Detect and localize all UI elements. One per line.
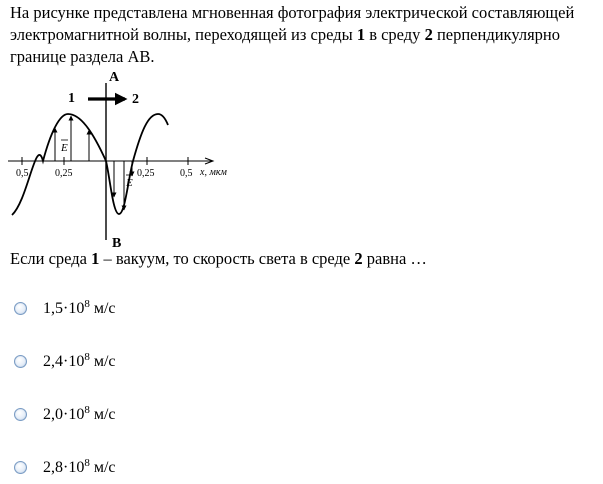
sub-pre: Если среда <box>10 249 92 268</box>
tick-left-025: 0,25 <box>55 168 73 179</box>
label-medium-1: 1 <box>68 91 75 106</box>
sub-mid: – вакуум, то скорость света в среде <box>99 249 355 268</box>
label-b: В <box>112 236 122 250</box>
answer-option-1[interactable] <box>14 297 116 319</box>
tick-right-05: 0,5 <box>180 168 193 179</box>
radio-button[interactable] <box>14 302 27 315</box>
radio-button[interactable] <box>14 461 27 474</box>
vector-label-2: E <box>126 177 133 189</box>
label-medium-2: 2 <box>132 92 139 107</box>
wave-figure <box>0 70 260 250</box>
answer-option-2[interactable] <box>14 350 116 372</box>
medium-2-label: 2 <box>424 25 433 44</box>
answer-option-3[interactable] <box>14 403 116 425</box>
wave-diagram <box>0 70 260 250</box>
label-a: А <box>109 70 120 85</box>
vector-label-1: E <box>61 142 68 154</box>
question-outro: перпендикулярно границе раздела АВ. <box>10 25 561 66</box>
option-label: $2,8\cdot 10^8$ м/с <box>43 457 116 476</box>
option-label: $2,0\cdot 10^8$ м/с <box>43 404 116 423</box>
sub-question-text <box>10 248 595 270</box>
wave-medium-1 <box>12 114 106 215</box>
question-text <box>10 2 595 68</box>
question-mid: в среду <box>365 25 425 44</box>
option-label: $2,4\cdot 10^8$ м/с <box>43 351 116 370</box>
radio-button[interactable] <box>14 408 27 421</box>
option-label: $1,5\cdot 10^8$ м/с <box>43 298 116 317</box>
tick-right-025: 0,25 <box>137 168 155 179</box>
radio-button[interactable] <box>14 355 27 368</box>
wave-medium-2 <box>106 114 168 214</box>
sub-num-2: 2 <box>354 249 363 268</box>
sub-post: равна … <box>362 249 427 268</box>
axis-label: x, мкм <box>200 167 227 178</box>
question-intro: На рисунке представлена мгновенная фотография электрической составляющей электромагнитной волны, переходящей из среды <box>10 3 575 44</box>
answer-option-4[interactable] <box>14 456 116 478</box>
sub-num-1: 1 <box>91 249 100 268</box>
tick-left-05: 0,5 <box>16 168 29 179</box>
medium-1-label: 1 <box>356 25 366 44</box>
